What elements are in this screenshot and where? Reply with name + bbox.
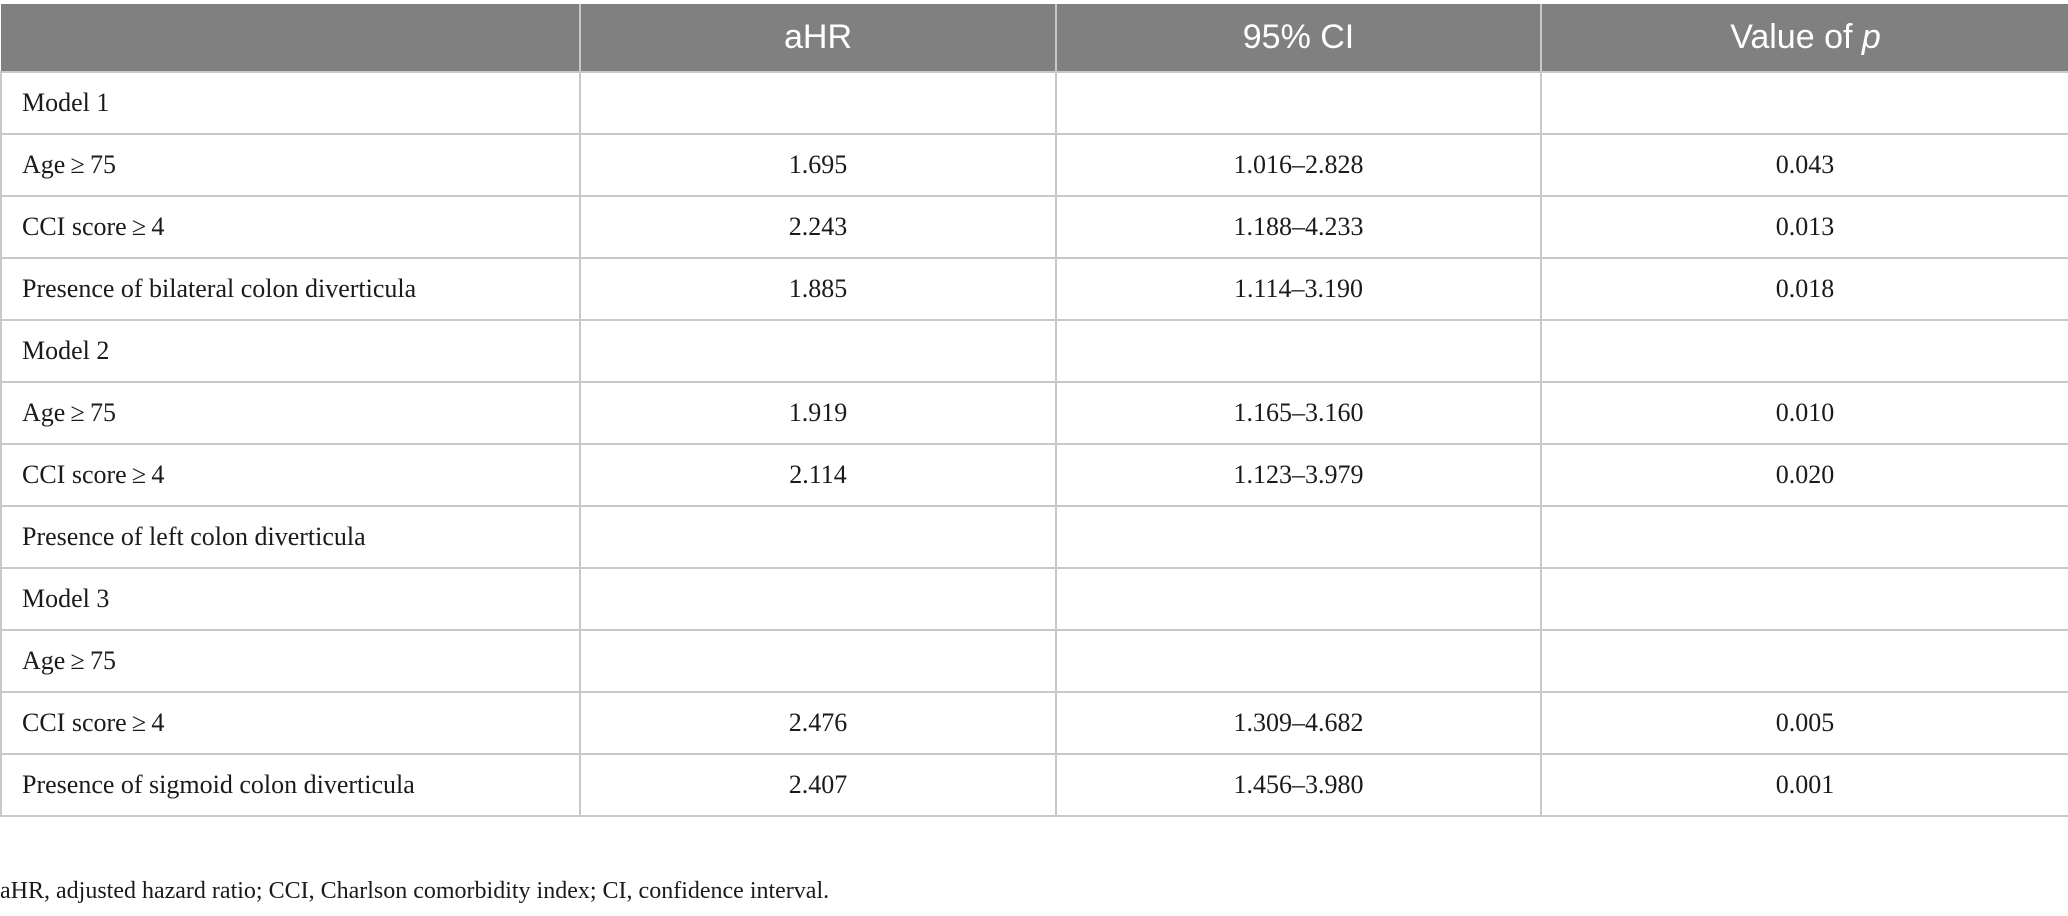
ci-cell: 1.016–2.828 <box>1056 134 1541 196</box>
ci-cell: 1.165–3.160 <box>1056 382 1541 444</box>
table-row <box>1 692 2068 754</box>
ci-cell <box>1056 568 1541 630</box>
table-row <box>1 72 2068 134</box>
header-p-symbol: p <box>1861 18 1881 56</box>
hazard-ratio-table <box>0 4 2068 817</box>
ahr-cell: 2.476 <box>580 692 1056 754</box>
header-ahr: aHR <box>580 4 1056 72</box>
header-ci: 95% CI <box>1056 4 1541 72</box>
ci-cell <box>1056 72 1541 134</box>
row-label-cell: Age ≥ 75 <box>1 382 580 444</box>
ci-cell: 1.188–4.233 <box>1056 196 1541 258</box>
table-row <box>1 134 2068 196</box>
table-row <box>1 568 2068 630</box>
table-footnote: aHR, adjusted hazard ratio; CCI, Charlson comorbidity index; CI, confidence interval. <box>0 878 830 904</box>
header-p-value <box>1541 4 2068 72</box>
p-value-cell: 0.010 <box>1541 382 2068 444</box>
row-label-cell: Presence of left colon diverticula <box>1 506 580 568</box>
p-value-cell: 0.013 <box>1541 196 2068 258</box>
ci-cell: 1.456–3.980 <box>1056 754 1541 816</box>
ci-cell: 1.309–4.682 <box>1056 692 1541 754</box>
p-value-cell: 0.005 <box>1541 692 2068 754</box>
ci-cell: 1.123–3.979 <box>1056 444 1541 506</box>
ci-cell: 1.114–3.190 <box>1056 258 1541 320</box>
ci-cell <box>1056 320 1541 382</box>
row-label-cell: Model 2 <box>1 320 580 382</box>
table-row <box>1 258 2068 320</box>
ci-cell <box>1056 506 1541 568</box>
table-row <box>1 444 2068 506</box>
row-label-cell: CCI score ≥ 4 <box>1 692 580 754</box>
row-label-cell: CCI score ≥ 4 <box>1 196 580 258</box>
table-row <box>1 506 2068 568</box>
row-label-cell: CCI score ≥ 4 <box>1 444 580 506</box>
ahr-cell: 1.885 <box>580 258 1056 320</box>
ahr-cell: 2.114 <box>580 444 1056 506</box>
table-row <box>1 320 2068 382</box>
table-body <box>1 72 2068 816</box>
p-value-cell: 0.043 <box>1541 134 2068 196</box>
row-label-cell: Presence of bilateral colon diverticula <box>1 258 580 320</box>
row-label-cell: Presence of sigmoid colon diverticula <box>1 754 580 816</box>
p-value-cell <box>1541 630 2068 692</box>
ahr-cell <box>580 320 1056 382</box>
ahr-cell <box>580 506 1056 568</box>
p-value-cell <box>1541 72 2068 134</box>
ahr-cell: 2.243 <box>580 196 1056 258</box>
ci-cell <box>1056 630 1541 692</box>
p-value-cell: 0.018 <box>1541 258 2068 320</box>
header-p-prefix: Value of <box>1730 18 1862 56</box>
ahr-cell <box>580 630 1056 692</box>
table-row <box>1 382 2068 444</box>
ahr-cell: 2.407 <box>580 754 1056 816</box>
p-value-cell: 0.020 <box>1541 444 2068 506</box>
row-label-cell: Age ≥ 75 <box>1 630 580 692</box>
ahr-cell <box>580 72 1056 134</box>
table-row <box>1 196 2068 258</box>
row-label-cell: Age ≥ 75 <box>1 134 580 196</box>
p-value-cell <box>1541 320 2068 382</box>
ahr-cell: 1.919 <box>580 382 1056 444</box>
ahr-cell: 1.695 <box>580 134 1056 196</box>
row-label-cell: Model 3 <box>1 568 580 630</box>
table-row <box>1 754 2068 816</box>
p-value-cell <box>1541 568 2068 630</box>
table-row <box>1 630 2068 692</box>
p-value-cell: 0.001 <box>1541 754 2068 816</box>
ahr-cell <box>580 568 1056 630</box>
row-label-cell: Model 1 <box>1 72 580 134</box>
p-value-cell <box>1541 506 2068 568</box>
header-label-cell <box>1 4 580 72</box>
table-header-row <box>1 4 2068 72</box>
